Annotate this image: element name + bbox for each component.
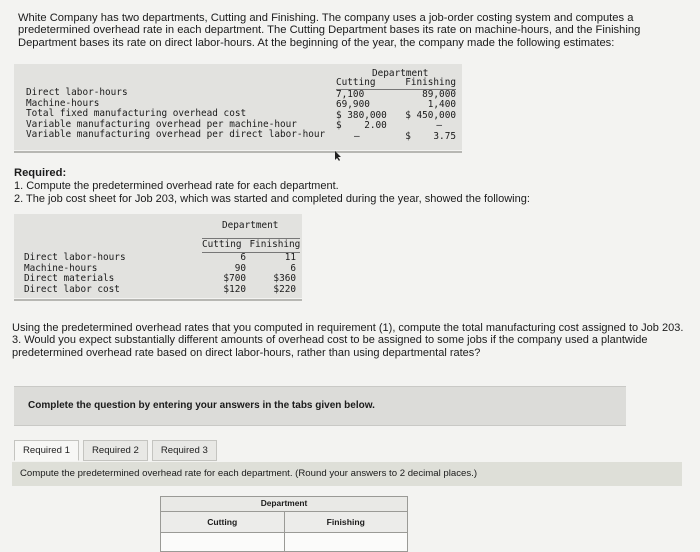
mouse-cursor-icon (334, 151, 342, 161)
job-values (204, 253, 296, 295)
required-list (14, 180, 530, 205)
job-department-header: Department (222, 220, 279, 231)
est-cell: $ 3.75 (405, 130, 456, 142)
est-cell: 89,000 (422, 88, 456, 100)
answer-department-header: Department (160, 496, 408, 512)
est-cell: $ 380,000 (336, 109, 387, 121)
est-row-label: Total fixed manufacturing overhead cost (26, 108, 247, 120)
banner-text: Complete the question by entering your answers in the tabs given below. (28, 400, 375, 411)
est-row-label: Variable manufacturing overhead per machine-hour (26, 118, 297, 130)
job-cell: $700 (223, 273, 246, 285)
est-cell: – (436, 120, 442, 132)
est-cell: 1,400 (427, 99, 456, 111)
job-cell: $120 (223, 283, 246, 295)
estimates-department-header: Department (372, 68, 429, 79)
requirement-2-text: Using the predetermined overhead rates that you computed in requirement (1), compute the total manufacturing cost assigned to Job 203. (12, 322, 684, 334)
job-cell: 6 (290, 262, 296, 274)
answer-row (160, 533, 408, 552)
est-cell: – (354, 130, 360, 142)
job-row-label: Machine-hours (24, 262, 98, 274)
est-cell: $ 450,000 (405, 109, 456, 121)
tab-instruction (12, 462, 682, 486)
tab-required-1[interactable]: Required 1 (14, 440, 79, 461)
cutting-rate-input[interactable] (161, 533, 284, 551)
problem-intro: White Company has two departments, Cutting and Finishing. The company uses a job-order costing system and computes a predetermined overhead rate in each department. The Cutting Department bases its rate on machine-hours, and the Finishing Department bases its rate on direct labor-hours. At the beginning of the year, the company made the following estimates: (18, 12, 641, 49)
job-col-finishing: Finishing (249, 239, 301, 250)
job-row-labels (24, 253, 126, 295)
job-cell: 6 (240, 252, 246, 263)
instruction-text: Compute the predetermined overhead rate for each department. (Round your answers to 2 decimal places.) (20, 468, 478, 479)
job-cell: 11 (284, 252, 296, 263)
instructions-banner (14, 386, 626, 426)
answer-columns (160, 512, 408, 533)
required-item: 2. The job cost sheet for Job 203, which was started and completed during the year, showed the following: (14, 192, 530, 205)
job-row-label: Direct labor cost (24, 283, 120, 295)
job-row-label: Direct labor-hours (24, 252, 126, 263)
tab-required-3[interactable]: Required 3 (152, 440, 217, 461)
answer-col-cutting: Cutting (161, 512, 284, 532)
est-cell: 69,900 (336, 99, 370, 111)
job-col-cutting: Cutting (202, 239, 242, 250)
question-text (12, 322, 684, 359)
est-cell: $ 2.00 (336, 120, 387, 132)
estimates-columns (336, 78, 456, 143)
requirement-3-text: 3. Would you expect substantially different amounts of overhead cost to be assigned to some jobs if the company used a plantwide predetermined overhead rate based on direct labor-hours, rather than using departmental rates? (12, 334, 648, 359)
requirement-tabs (14, 440, 221, 461)
job-203-table (14, 214, 302, 298)
est-cell: 7,100 (336, 88, 365, 100)
job-columns-header (202, 238, 300, 253)
finishing-rate-input[interactable] (284, 533, 408, 551)
answer-col-finishing: Finishing (284, 512, 408, 532)
est-row-label: Direct labor-hours (26, 87, 128, 98)
required-item: 1. Compute the predetermined overhead rate for each department. (14, 180, 339, 192)
job-cell: $360 (273, 273, 296, 285)
estimates-row-labels (26, 88, 325, 141)
estimates-col-finishing: Finishing (405, 77, 456, 88)
estimates-col-cutting: Cutting (336, 77, 376, 88)
tab-required-2[interactable]: Required 2 (83, 440, 148, 461)
required-heading: Required: (14, 167, 67, 179)
estimates-table (14, 64, 462, 150)
est-row-label: Machine-hours (26, 97, 100, 109)
est-row-label: Variable manufacturing overhead per direct labor-hour (26, 129, 326, 141)
answer-table (160, 496, 408, 552)
job-cell: $220 (273, 283, 296, 295)
job-row-label: Direct materials (24, 273, 115, 285)
job-cell: 90 (234, 262, 246, 274)
